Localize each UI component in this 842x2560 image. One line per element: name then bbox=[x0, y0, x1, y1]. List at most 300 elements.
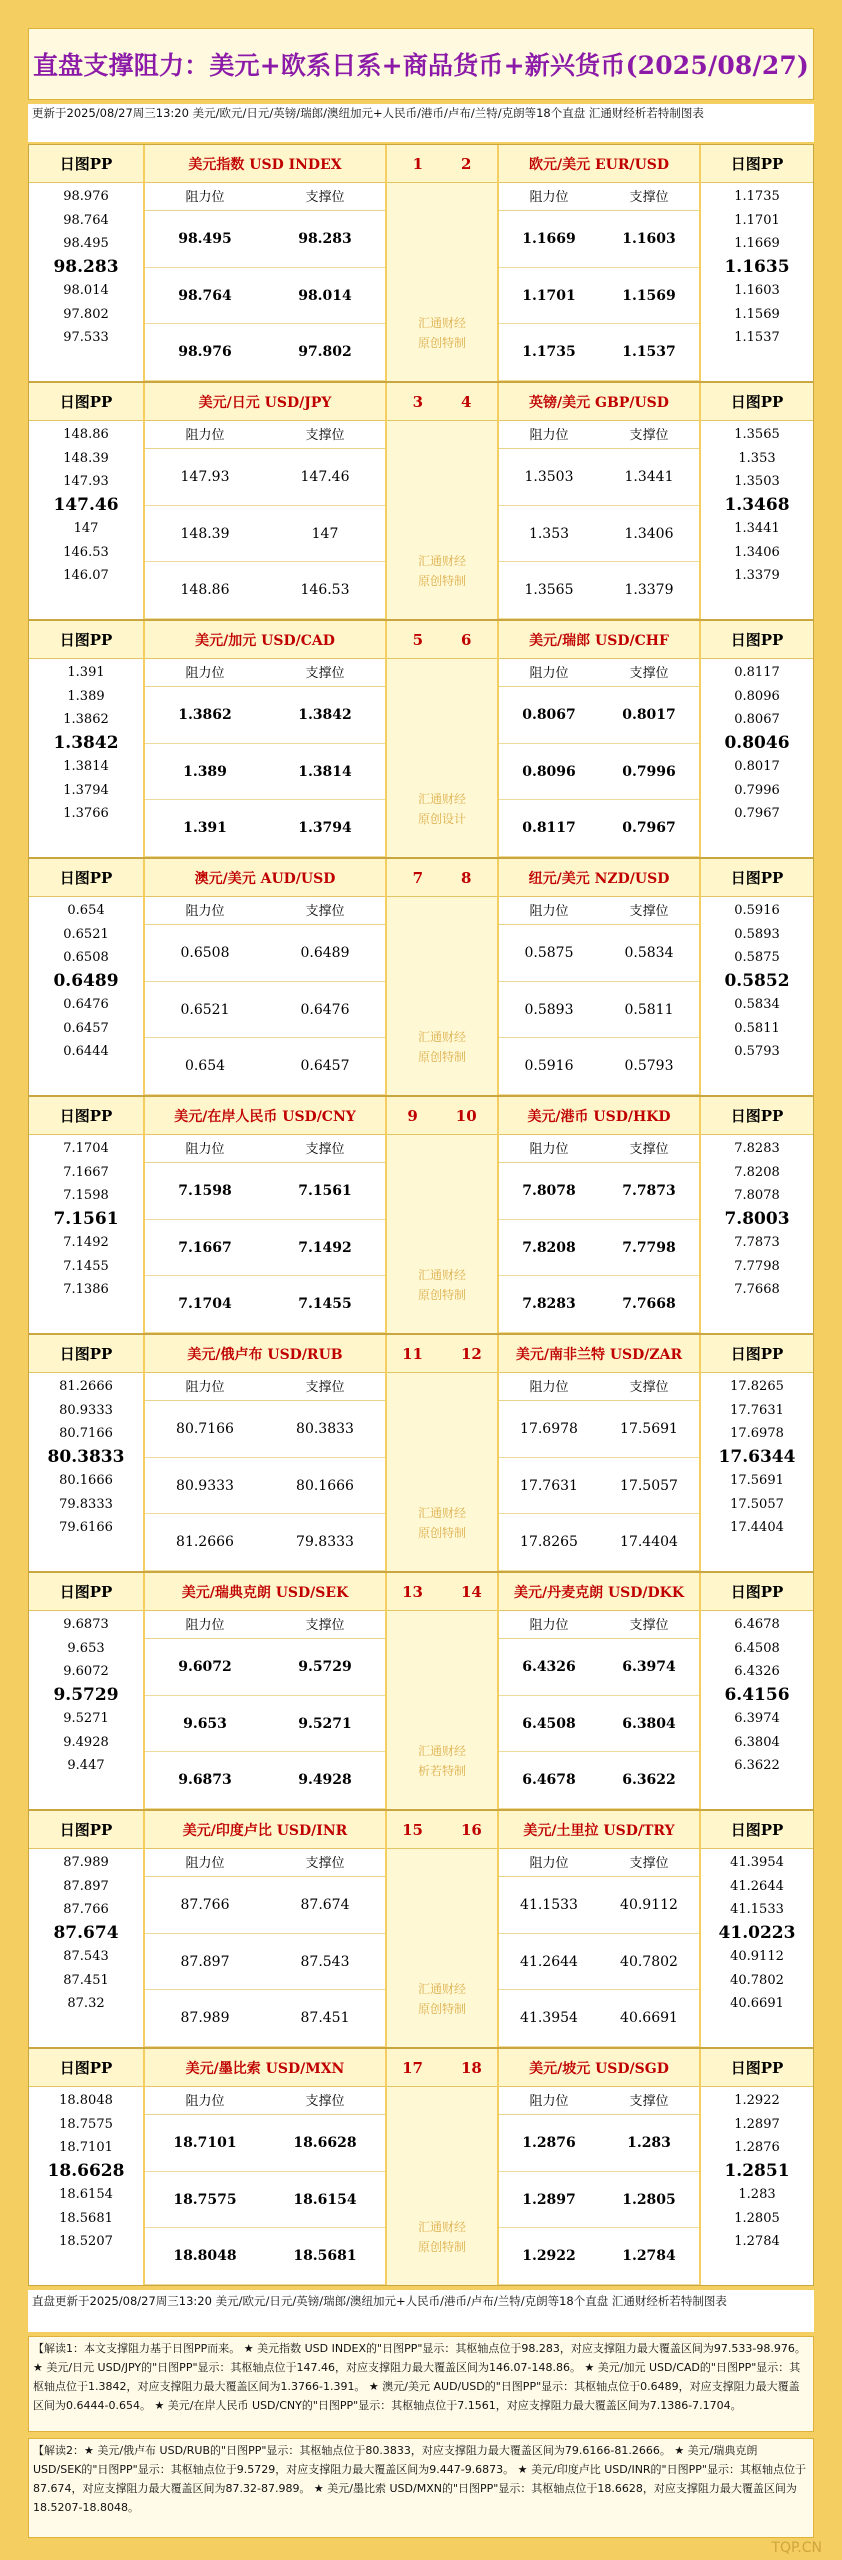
column-headers bbox=[499, 1613, 699, 1639]
pp-level: 18.5681 bbox=[59, 2210, 113, 2226]
pair-number: 18 bbox=[461, 2058, 482, 2077]
resistance-value: 148.86 bbox=[180, 582, 230, 599]
pair-name: 英镑/美元 GBP/USD bbox=[499, 383, 699, 421]
watermark-text bbox=[387, 2217, 497, 2257]
pp-level: 0.5893 bbox=[734, 926, 780, 942]
table-row bbox=[499, 506, 699, 563]
support-value: 17.5057 bbox=[620, 1477, 678, 1494]
resistance-value: 41.2644 bbox=[520, 1953, 578, 1970]
watermark-text bbox=[387, 1979, 497, 2019]
page-title: 直盘支撑阻力：美元+欧系日系+商品货币+新兴货币(2025/08/27) bbox=[32, 51, 810, 80]
table-row bbox=[145, 800, 385, 857]
pp-level: 41.3954 bbox=[730, 1855, 784, 1870]
pp-header: 日图PP bbox=[29, 859, 143, 897]
pp-list bbox=[29, 1851, 143, 2016]
pp-header: 日图PP bbox=[29, 2049, 143, 2087]
pivot-value: 1.2851 bbox=[724, 2160, 790, 2181]
support-header: 支撑位 bbox=[629, 1618, 669, 1633]
table-row bbox=[145, 2115, 385, 2172]
watermark-line: 汇通财经 bbox=[417, 1268, 466, 1282]
table-row bbox=[145, 562, 385, 619]
pp-level: 98.764 bbox=[63, 212, 109, 228]
center-column bbox=[387, 1097, 497, 1333]
resistance-value: 1.391 bbox=[183, 820, 227, 837]
pair-number: 6 bbox=[461, 630, 472, 649]
pair-numbers bbox=[387, 1335, 497, 1373]
pair-number: 7 bbox=[412, 868, 423, 887]
resistance-value: 98.764 bbox=[178, 287, 232, 304]
pp-header: 日图PP bbox=[701, 1097, 813, 1135]
table-row bbox=[145, 1276, 385, 1333]
pp-level: 97.533 bbox=[63, 330, 109, 345]
pair-name: 纽元/美元 NZD/USD bbox=[499, 859, 699, 897]
pairs-grid bbox=[28, 144, 814, 2286]
pp-list bbox=[29, 1613, 143, 1778]
table-row bbox=[145, 2228, 385, 2285]
pp-header: 日图PP bbox=[701, 383, 813, 421]
right-pair-table bbox=[499, 2049, 699, 2285]
left-pp-column bbox=[29, 1573, 143, 1809]
pair-name: 美元指数 USD INDEX bbox=[145, 145, 385, 183]
pair-number: 13 bbox=[402, 1582, 423, 1601]
pp-level: 9.4928 bbox=[63, 1734, 109, 1750]
pp-level: 0.6476 bbox=[63, 997, 109, 1012]
table-row bbox=[499, 744, 699, 801]
watermark-line: 原创特制 bbox=[417, 336, 466, 350]
resistance-value: 41.1533 bbox=[520, 1897, 578, 1913]
support-value: 9.5729 bbox=[298, 1659, 352, 1675]
level-rows bbox=[499, 1639, 699, 1809]
support-header: 支撑位 bbox=[629, 190, 669, 205]
pp-level: 147 bbox=[73, 521, 99, 536]
center-column bbox=[387, 1335, 497, 1571]
resistance-value: 17.6978 bbox=[520, 1421, 578, 1437]
table-row bbox=[499, 1934, 699, 1991]
pair-name: 澳元/美元 AUD/USD bbox=[145, 859, 385, 897]
pivot-value: 1.3468 bbox=[724, 494, 790, 515]
support-header: 支撑位 bbox=[629, 904, 669, 919]
pp-level: 7.1386 bbox=[63, 1282, 109, 1297]
pp-level: 1.2784 bbox=[734, 2234, 780, 2249]
resistance-value: 6.4508 bbox=[522, 1715, 576, 1732]
right-pp-column bbox=[701, 1097, 813, 1333]
level-rows bbox=[145, 449, 385, 619]
support-header: 支撑位 bbox=[629, 1380, 669, 1395]
resistance-value: 80.9333 bbox=[176, 1477, 234, 1494]
resistance-value: 9.653 bbox=[183, 1715, 227, 1732]
pp-level: 1.2805 bbox=[734, 2210, 780, 2226]
watermark-line: 汇通财经 bbox=[417, 1506, 466, 1520]
resistance-value: 17.8265 bbox=[520, 1534, 578, 1551]
resistance-value: 148.39 bbox=[180, 525, 230, 542]
table-row bbox=[499, 268, 699, 325]
pair-name: 欧元/美元 EUR/USD bbox=[499, 145, 699, 183]
support-value: 1.2784 bbox=[622, 2248, 676, 2265]
support-header: 支撑位 bbox=[305, 428, 345, 443]
watermark-text bbox=[387, 789, 497, 829]
resistance-header: 阻力位 bbox=[185, 904, 225, 919]
watermark-text bbox=[387, 313, 497, 353]
pp-level: 9.447 bbox=[67, 1758, 105, 1773]
table-row bbox=[499, 1752, 699, 1809]
level-rows bbox=[145, 1877, 385, 2047]
pp-list bbox=[701, 661, 813, 826]
pp-level: 80.1666 bbox=[59, 1473, 113, 1488]
table-row bbox=[145, 1220, 385, 1277]
support-value: 1.3406 bbox=[624, 525, 674, 542]
table-row bbox=[499, 800, 699, 857]
center-column bbox=[387, 859, 497, 1095]
pp-level: 7.1598 bbox=[63, 1188, 109, 1203]
pivot-value: 0.8046 bbox=[724, 732, 790, 753]
resistance-value: 1.2897 bbox=[522, 2191, 576, 2208]
pp-level: 6.3974 bbox=[734, 1711, 780, 1726]
resistance-header: 阻力位 bbox=[185, 190, 225, 205]
pp-level: 6.4508 bbox=[734, 1640, 780, 1656]
support-value: 0.6476 bbox=[300, 1001, 350, 1018]
pp-list bbox=[29, 899, 143, 1064]
watermark-line: 汇通财经 bbox=[417, 2220, 466, 2234]
level-rows bbox=[145, 1163, 385, 1333]
level-rows bbox=[145, 925, 385, 1095]
pp-level: 80.9333 bbox=[59, 1402, 113, 1418]
pair-number: 14 bbox=[461, 1582, 482, 1601]
column-headers bbox=[499, 1851, 699, 1877]
resistance-header: 阻力位 bbox=[529, 666, 569, 681]
center-column bbox=[387, 383, 497, 619]
support-header: 支撑位 bbox=[305, 190, 345, 205]
pp-level: 79.6166 bbox=[59, 1520, 113, 1535]
pair-number: 17 bbox=[402, 2058, 423, 2077]
table-row bbox=[145, 925, 385, 982]
resistance-value: 98.495 bbox=[178, 231, 232, 247]
watermark-line: 析若特制 bbox=[417, 1764, 466, 1778]
pp-header: 日图PP bbox=[29, 1097, 143, 1135]
resistance-value: 41.3954 bbox=[520, 2010, 578, 2027]
pair-number: 12 bbox=[461, 1344, 482, 1363]
table-row bbox=[145, 211, 385, 268]
support-header: 支撑位 bbox=[305, 2094, 345, 2109]
corner-watermark: TQP.CN bbox=[771, 2540, 822, 2556]
pp-level: 0.7996 bbox=[734, 782, 780, 798]
support-value: 7.7668 bbox=[622, 1296, 676, 1313]
watermark-text bbox=[387, 551, 497, 591]
table-row bbox=[499, 925, 699, 982]
watermark-line: 原创特制 bbox=[417, 2240, 466, 2254]
pp-level: 1.1537 bbox=[734, 330, 780, 345]
support-header: 支撑位 bbox=[305, 1142, 345, 1157]
pivot-value: 9.5729 bbox=[53, 1684, 119, 1705]
pair-numbers bbox=[387, 1573, 497, 1611]
pp-level: 0.6508 bbox=[63, 950, 109, 965]
pp-level: 7.8208 bbox=[734, 1164, 780, 1180]
support-value: 1.1603 bbox=[622, 231, 676, 247]
left-pp-column bbox=[29, 383, 143, 619]
table-row bbox=[145, 1990, 385, 2047]
pp-list bbox=[29, 2089, 143, 2254]
resistance-value: 0.5875 bbox=[524, 945, 574, 961]
pp-level: 1.3503 bbox=[734, 474, 780, 489]
resistance-value: 1.353 bbox=[528, 525, 570, 542]
support-value: 7.7798 bbox=[622, 1239, 676, 1256]
pp-level: 1.3814 bbox=[63, 759, 109, 774]
pp-level: 0.654 bbox=[67, 903, 105, 918]
watermark-text bbox=[387, 1503, 497, 1543]
pivot-value: 1.1635 bbox=[724, 256, 790, 277]
column-headers bbox=[499, 661, 699, 687]
column-headers bbox=[499, 1137, 699, 1163]
support-value: 6.3622 bbox=[622, 1772, 676, 1789]
pp-level: 148.39 bbox=[63, 450, 109, 466]
pivot-value: 1.3842 bbox=[53, 732, 119, 753]
support-value: 1.2805 bbox=[622, 2191, 676, 2208]
pp-header: 日图PP bbox=[701, 859, 813, 897]
table-row bbox=[145, 1752, 385, 1809]
table-row bbox=[499, 1877, 699, 1934]
support-header: 支撑位 bbox=[629, 1142, 669, 1157]
pp-level: 97.802 bbox=[63, 306, 109, 322]
pp-level: 1.3441 bbox=[734, 521, 780, 536]
pp-level: 87.989 bbox=[63, 1855, 109, 1870]
pp-level: 1.1735 bbox=[734, 189, 780, 204]
center-column bbox=[387, 2049, 497, 2285]
pp-level: 79.8333 bbox=[59, 1496, 113, 1512]
pp-level: 1.1669 bbox=[734, 236, 780, 251]
pair-block bbox=[28, 382, 814, 620]
pivot-value: 0.5852 bbox=[724, 970, 790, 991]
table-row bbox=[145, 687, 385, 744]
table-row bbox=[499, 1276, 699, 1333]
pp-level: 1.2897 bbox=[734, 2116, 780, 2132]
support-value: 17.5691 bbox=[620, 1421, 678, 1437]
support-value: 87.674 bbox=[300, 1897, 350, 1913]
support-value: 40.7802 bbox=[620, 1953, 678, 1970]
pp-level: 1.3794 bbox=[63, 782, 109, 798]
pp-level: 98.014 bbox=[63, 283, 109, 298]
pivot-value: 98.283 bbox=[53, 256, 119, 277]
pp-list bbox=[701, 423, 813, 588]
support-value: 6.3974 bbox=[622, 1659, 676, 1675]
table-row bbox=[499, 2115, 699, 2172]
pair-name: 美元/俄卢布 USD/RUB bbox=[145, 1335, 385, 1373]
resistance-header: 阻力位 bbox=[529, 1142, 569, 1157]
pair-number: 3 bbox=[412, 392, 423, 411]
update-line: 更新于2025/08/27周三13:20 美元/欧元/日元/英镑/瑞郎/澳纽加元+人民币/港币/卢布/兰特/克朗等18个直盘 汇通财经析若特制图表 bbox=[28, 104, 814, 142]
pivot-value: 87.674 bbox=[53, 1922, 119, 1943]
pp-level: 87.32 bbox=[67, 1996, 105, 2011]
support-header: 支撑位 bbox=[305, 1380, 345, 1395]
pp-level: 148.86 bbox=[63, 427, 109, 442]
resistance-value: 0.6521 bbox=[180, 1001, 230, 1018]
pp-level: 17.8265 bbox=[730, 1379, 784, 1394]
resistance-value: 87.989 bbox=[180, 2010, 230, 2027]
column-headers bbox=[145, 1851, 385, 1877]
left-pair-table bbox=[145, 2049, 385, 2285]
pp-level: 6.3622 bbox=[734, 1758, 780, 1773]
left-pair-table bbox=[145, 1335, 385, 1571]
resistance-value: 6.4326 bbox=[522, 1659, 576, 1675]
resistance-value: 0.654 bbox=[184, 1058, 226, 1075]
pp-level: 87.543 bbox=[63, 1949, 109, 1964]
pair-name: 美元/加元 USD/CAD bbox=[145, 621, 385, 659]
resistance-value: 7.8078 bbox=[522, 1183, 576, 1199]
support-value: 80.3833 bbox=[296, 1421, 354, 1437]
pp-level: 18.5207 bbox=[59, 2234, 113, 2249]
pp-list bbox=[701, 1851, 813, 2016]
pp-header: 日图PP bbox=[29, 383, 143, 421]
column-headers bbox=[145, 1613, 385, 1639]
pair-name: 美元/丹麦克朗 USD/DKK bbox=[499, 1573, 699, 1611]
resistance-value: 81.2666 bbox=[176, 1534, 234, 1551]
support-header: 支撑位 bbox=[629, 2094, 669, 2109]
pair-block bbox=[28, 1810, 814, 2048]
level-rows bbox=[145, 2115, 385, 2285]
support-value: 147.46 bbox=[300, 469, 350, 485]
pp-level: 17.5691 bbox=[730, 1473, 784, 1488]
resistance-value: 0.8096 bbox=[522, 763, 576, 780]
watermark-line: 汇通财经 bbox=[417, 554, 466, 568]
right-pp-column bbox=[701, 859, 813, 1095]
support-value: 1.3379 bbox=[624, 582, 674, 599]
resistance-value: 7.1667 bbox=[178, 1239, 232, 1256]
level-rows bbox=[499, 1877, 699, 2047]
pp-header: 日图PP bbox=[701, 2049, 813, 2087]
pp-level: 1.3766 bbox=[63, 806, 109, 821]
right-pp-column bbox=[701, 383, 813, 619]
pair-name: 美元/瑞典克朗 USD/SEK bbox=[145, 1573, 385, 1611]
pair-number: 5 bbox=[412, 630, 423, 649]
table-row bbox=[499, 1220, 699, 1277]
table-row bbox=[499, 562, 699, 619]
pp-level: 7.8283 bbox=[734, 1141, 780, 1156]
support-value: 1.283 bbox=[627, 2135, 671, 2151]
support-value: 146.53 bbox=[300, 582, 350, 599]
support-value: 0.8017 bbox=[622, 707, 676, 723]
right-pair-table bbox=[499, 1097, 699, 1333]
resistance-value: 18.7575 bbox=[173, 2191, 237, 2208]
pp-level: 1.3862 bbox=[63, 712, 109, 727]
resistance-value: 0.8117 bbox=[522, 820, 576, 837]
pp-level: 7.1667 bbox=[63, 1164, 109, 1180]
pair-name: 美元/南非兰特 USD/ZAR bbox=[499, 1335, 699, 1373]
right-pair-table bbox=[499, 859, 699, 1095]
right-pp-column bbox=[701, 1335, 813, 1571]
pp-level: 18.6154 bbox=[59, 2187, 113, 2202]
left-pp-column bbox=[29, 1335, 143, 1571]
table-row bbox=[499, 1401, 699, 1458]
pair-numbers bbox=[387, 1811, 497, 1849]
explanation-1: 【解读1：本文支撑阻力基于日图PP而来。 ★ 美元指数 USD INDEX的"日图PP"显示：其枢轴点位于98.283，对应支撑阻力最大覆盖区间为97.533-98.976。 ★ 美元/日元 USD/JPY的"日图PP"显示：其枢轴点位于147.46，对应支撑阻力最大覆盖区间为146.07-148.86。 ★ 美元/加元 USD/CAD的"日图PP"显示：其枢轴点位于1.3842，对应支撑阻力最大覆盖区间为1.3766-1.391。 ★ 澳元/美元 AUD/USD的"日图PP"显示：其枢轴点位于0.6489，对应支撑阻力最大覆盖区间为0.6444-0.654。 ★ 美元/在岸人民币 USD/CNY的"日图PP"显示：其枢轴点位于7.1561，对应支撑阻力最大覆盖区间为7.1386-7.1704。 bbox=[28, 2336, 814, 2432]
pp-list bbox=[701, 185, 813, 350]
resistance-value: 7.8208 bbox=[522, 1239, 576, 1256]
pp-level: 6.4326 bbox=[734, 1664, 780, 1679]
pivot-value: 7.1561 bbox=[53, 1208, 119, 1229]
pp-level: 0.5793 bbox=[734, 1044, 780, 1059]
right-pair-table bbox=[499, 145, 699, 381]
pp-level: 0.5811 bbox=[734, 1020, 780, 1036]
table-row bbox=[145, 982, 385, 1039]
table-row bbox=[499, 2172, 699, 2229]
watermark-line: 汇通财经 bbox=[417, 1744, 466, 1758]
pp-level: 1.3406 bbox=[734, 544, 780, 560]
resistance-value: 9.6072 bbox=[178, 1659, 232, 1675]
watermark-line: 原创特制 bbox=[417, 1288, 466, 1302]
resistance-value: 1.2876 bbox=[522, 2135, 576, 2151]
level-rows bbox=[499, 687, 699, 857]
pp-level: 0.7967 bbox=[734, 806, 780, 821]
level-rows bbox=[499, 2115, 699, 2285]
pp-level: 7.7668 bbox=[734, 1282, 780, 1297]
watermark-text bbox=[387, 1741, 497, 1781]
pivot-value: 17.6344 bbox=[718, 1446, 796, 1467]
watermark-text bbox=[387, 1265, 497, 1305]
support-header: 支撑位 bbox=[629, 1856, 669, 1871]
pair-block bbox=[28, 620, 814, 858]
pp-header: 日图PP bbox=[701, 1573, 813, 1611]
pp-level: 1.3379 bbox=[734, 568, 780, 583]
resistance-value: 9.6873 bbox=[178, 1772, 232, 1789]
pair-number: 1 bbox=[412, 154, 423, 173]
pp-level: 1.283 bbox=[738, 2187, 776, 2202]
pair-block bbox=[28, 1334, 814, 1572]
level-rows bbox=[145, 1401, 385, 1571]
pivot-value: 147.46 bbox=[53, 494, 119, 515]
resistance-header: 阻力位 bbox=[529, 1856, 569, 1871]
support-value: 0.6457 bbox=[300, 1058, 350, 1075]
footer-update-line: 直盘更新于2025/08/27周三13:20 美元/欧元/日元/英镑/瑞郎/澳纽加元+人民币/港币/卢布/兰特/克朗等18个直盘 汇通财经析若特制图表 bbox=[28, 2290, 814, 2332]
left-pp-column bbox=[29, 1097, 143, 1333]
support-value: 0.6489 bbox=[300, 945, 350, 961]
pp-list bbox=[701, 1375, 813, 1540]
resistance-header: 阻力位 bbox=[529, 428, 569, 443]
header-banner bbox=[28, 28, 814, 100]
pp-header: 日图PP bbox=[29, 1811, 143, 1849]
support-value: 1.3441 bbox=[624, 469, 674, 485]
pp-list bbox=[701, 2089, 813, 2254]
table-row bbox=[499, 1038, 699, 1095]
pp-level: 18.7575 bbox=[59, 2116, 113, 2132]
pp-level: 18.8048 bbox=[59, 2093, 113, 2108]
support-header: 支撑位 bbox=[629, 666, 669, 681]
support-value: 1.3794 bbox=[298, 820, 352, 837]
pp-level: 146.53 bbox=[63, 544, 109, 560]
pair-number: 2 bbox=[461, 154, 472, 173]
resistance-value: 1.3503 bbox=[524, 469, 574, 485]
table-row bbox=[145, 1458, 385, 1515]
pp-list bbox=[29, 423, 143, 588]
support-value: 79.8333 bbox=[296, 1534, 354, 1551]
table-row bbox=[145, 324, 385, 381]
support-value: 98.014 bbox=[298, 287, 352, 304]
pp-level: 1.1603 bbox=[734, 283, 780, 298]
pair-numbers bbox=[387, 383, 497, 421]
pair-numbers bbox=[387, 2049, 497, 2087]
pp-level: 1.353 bbox=[738, 450, 776, 466]
table-row bbox=[145, 506, 385, 563]
column-headers bbox=[499, 423, 699, 449]
right-pair-table bbox=[499, 383, 699, 619]
pp-level: 40.9112 bbox=[730, 1949, 784, 1964]
table-row bbox=[145, 744, 385, 801]
support-value: 18.6628 bbox=[293, 2135, 357, 2151]
support-value: 0.7996 bbox=[622, 763, 676, 780]
pp-list bbox=[701, 899, 813, 1064]
pp-level: 17.5057 bbox=[730, 1496, 784, 1512]
support-value: 7.7873 bbox=[622, 1183, 676, 1199]
pp-level: 17.6978 bbox=[730, 1426, 784, 1441]
support-value: 87.451 bbox=[300, 2010, 350, 2027]
pp-level: 0.8067 bbox=[734, 712, 780, 727]
